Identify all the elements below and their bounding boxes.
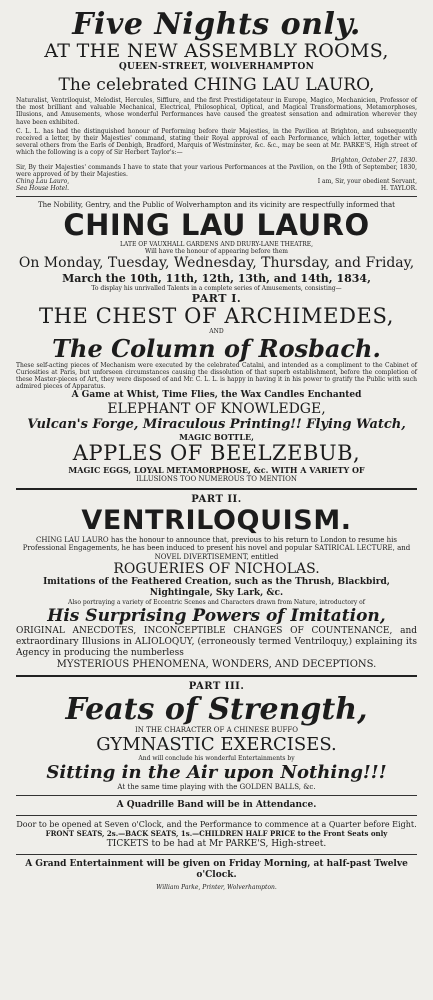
divider bbox=[16, 196, 417, 197]
display-line: To display his unrivalled Talents in a complete series of Amusements, consisting— bbox=[91, 285, 342, 293]
quadrille-line: A Quadrille Band will be in Attendance. bbox=[116, 800, 317, 811]
divider bbox=[16, 815, 417, 816]
grand-entertainment-line: A Grand Entertainment will be given on Friday Morning, at half-past Twelve o'Clock. bbox=[25, 858, 408, 880]
anecdotes-paragraph: ORIGINAL ANECDOTES, INCONCEPTIBLE CHANGES OF COUNTENANCE, and extraordinary Illusions in ALIOLOQUY, (erroneously termed Ventriloquy,) explaining its Agency in producing the numberless bbox=[16, 626, 417, 659]
whist-line: A Game at Whist, Time Flies, the Wax Candles Enchanted bbox=[71, 390, 362, 401]
doors-line: Door to be opened at Seven o'Clock, and the Performance to commence at a Quarter before Eight. bbox=[16, 820, 417, 830]
nobility-line: The Nobility, Gentry, and the Public of Wolverhampton and its vicinity are respectfully informed that bbox=[38, 201, 395, 210]
royal-paragraph: C. L. L. has had the distinguished honour of Performing before their Majesties, in the Pavilion at Brighton, and subsequently received a letter, by their Majesties' command, stating their Royal approval of each Performance, which letter, together with several others from the Earls of Denbigh, Bradford, Marquis of Westminster, &c. &c., may be seen at Mr. PARKE'S, High street of which the following is a copy of Sir Herbert Taylor's:— bbox=[16, 127, 417, 157]
letter-signature bbox=[16, 178, 417, 192]
title-five-nights: Five Nights only. bbox=[72, 7, 361, 42]
divider bbox=[16, 488, 417, 490]
dates-line: March the 10th, 11th, 12th, 13th, and 14th, 1834, bbox=[62, 272, 371, 286]
rogueries-line: ROGUERIES OF NICHOLAS. bbox=[113, 561, 320, 578]
surprising-line: His Surprising Powers of Imitation, bbox=[47, 606, 386, 627]
and-word: AND bbox=[209, 328, 224, 336]
sig-right-2: H. TAYLOR. bbox=[380, 184, 417, 192]
ventriloquism-heading: VENTRILOQUISM. bbox=[81, 504, 352, 536]
bottle-line: MAGIC BOTTLE, bbox=[179, 432, 254, 443]
chest-heading: THE CHEST OF ARCHIMEDES, bbox=[39, 304, 394, 329]
sitting-line: Sitting in the Air upon Nothing!!! bbox=[46, 762, 387, 784]
honour-line: Will have the honour of appearing before them bbox=[145, 248, 288, 256]
sig-right-1: I am, Sir, your obedient Servant, bbox=[317, 177, 417, 185]
part3-label: PART III. bbox=[188, 681, 245, 693]
illusions-line: ILLUSIONS TOO NUMEROUS TO MENTION bbox=[136, 475, 297, 484]
seats-line: FRONT SEATS, 2s.—BACK SEATS, 1s.—CHILDREN HALF PRICE to the Front Seats only bbox=[45, 829, 388, 839]
column-heading: The Column of Rosbach. bbox=[52, 334, 381, 364]
divider bbox=[16, 795, 417, 796]
mysterious-line: MYSTERIOUS PHENOMENA, WONDERS, AND DECEPTIONS. bbox=[56, 659, 377, 671]
celebrated-heading: The celebrated CHING LAU LAURO, bbox=[58, 75, 375, 95]
mechanism-paragraph: These self-acting pieces of Mechanism were executed by the celebrated Catalni, and intended as a compliment to the Cabinet of Curiosities at Paris, but unforseen circumstances causing the dissolution of that superb establishment, before the completion of these Master-pieces of Art, they were disposed of and Mr. C. L. L. is happy in having it in his power to gratify the Public with such admired pieces of Apparatus. bbox=[16, 362, 417, 391]
apples-line: APPLES OF BEELZEBUB, bbox=[72, 441, 361, 466]
part2-label: PART II. bbox=[191, 493, 242, 505]
elephant-line: ELEPHANT OF KNOWLEDGE, bbox=[107, 401, 326, 418]
divider bbox=[16, 675, 417, 677]
lecture-paragraph: CHING LAU LAURO has the honour to announce that, previous to his return to London to resume his Professional Engagements, he has been induced to present his novel and popular SATIRICAL LECTURE, and NOVEL DIVERTISEMENT, entitled bbox=[22, 535, 411, 561]
letter-body: Sir, By their Majesties' commands I have to state that your various Performances at the Pavilion, on the 19th of September, 1830, were approved of by their Majesties. bbox=[16, 163, 417, 178]
eccentric-line: Also portraying a variety of Eccentric Scenes and Characters drawn from Nature, introductory of bbox=[67, 599, 366, 607]
feats-heading: Feats of Strength, bbox=[65, 692, 368, 728]
street-heading: QUEEN-STREET, WOLVERHAMPTON bbox=[118, 62, 315, 72]
performer-name: CHING LAU LAURO bbox=[63, 208, 370, 243]
vulcan-line: Vulcan's Forge, Miraculous Printing!! Flying Watch, bbox=[27, 417, 406, 433]
tickets-line: TICKETS to be had at Mr PARKE'S, High-street. bbox=[106, 838, 327, 849]
days-line: On Monday, Tuesday, Wednesday, Thursday, and Friday, bbox=[18, 255, 415, 272]
late-of-line: LATE OF VAUXHALL GARDENS AND DRURY-LANE THEATRE, bbox=[119, 241, 314, 249]
divider bbox=[16, 854, 417, 855]
part1-label: PART I. bbox=[191, 292, 242, 306]
gymnastic-line: GYMNASTIC EXERCISES. bbox=[96, 734, 337, 756]
eggs-line: MAGIC EGGS, LOYAL METAMORPHOSE, &c. WITH A VARIETY OF bbox=[68, 465, 365, 476]
letter-date: Brighton, October 27, 1830. bbox=[331, 156, 417, 164]
golden-balls-line: At the same time playing with the GOLDEN BALLS, &c. bbox=[117, 783, 316, 792]
buffo-line: IN THE CHARACTER OF A CHINESE BUFFO bbox=[135, 726, 298, 735]
sig-left-1: Ching Lau Lauro, bbox=[16, 177, 70, 185]
sig-left-2: Sea House Hotel. bbox=[16, 184, 70, 192]
intro-paragraph: Naturalist, Ventriloquist, Melodist, Hercules, Sifflure, and the first Prestidigetateur in Europe, Magico, Mechanicien, Professor of the most brilliant and valuable Mechanical, Electrical, Philosophical, Optical, and Magical Transformations, Metamorphoses, Illusions, and Amusements, whose wonderful Performances have caused the greatest sensation and admiration wherever they have been exhibited. bbox=[16, 97, 417, 126]
venue-heading: AT THE NEW ASSEMBLY ROOMS, bbox=[44, 40, 389, 62]
conclude-line: And will conclude his wonderful Entertainments by bbox=[138, 755, 295, 763]
imitations-line: Imitations of the Feathered Creation, such as the Thrush, Blackbird, Nightingale, Sky Lark, &c. bbox=[43, 577, 390, 599]
printer-imprint: William Parke, Printer, Wolverhampton. bbox=[156, 883, 277, 891]
